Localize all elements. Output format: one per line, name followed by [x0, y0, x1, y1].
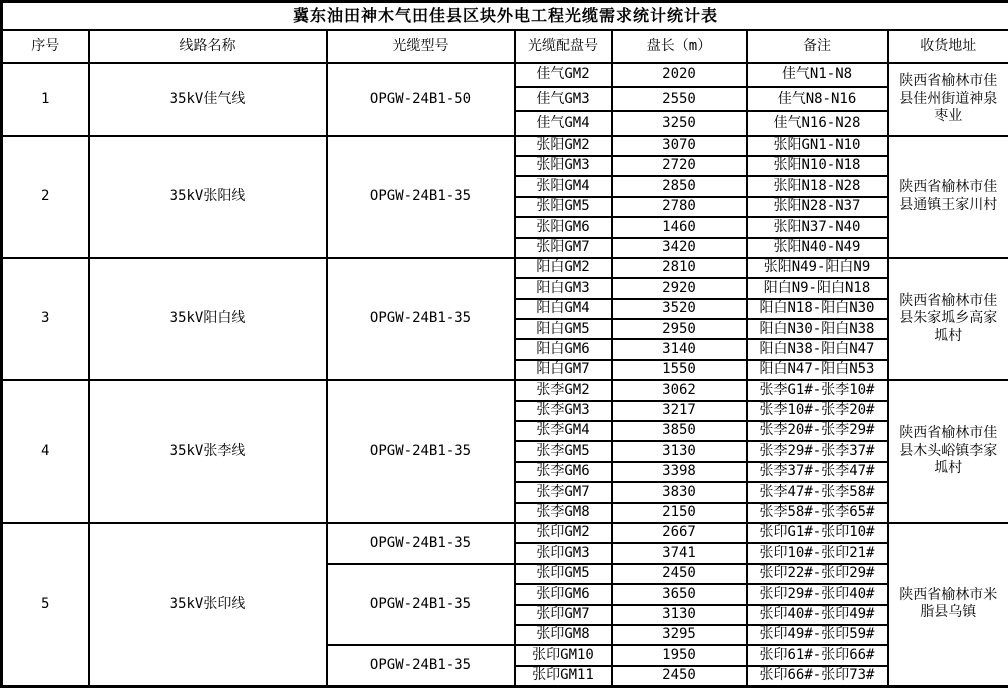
reel-no-cell: 张阳GM7 [515, 238, 612, 258]
seq-cell: 5 [2, 523, 89, 686]
line-name-cell: 35kV阳白线 [89, 258, 327, 380]
reel-no-cell: 张李GM6 [515, 462, 612, 482]
remark-cell: 张李58#-张李65# [747, 503, 888, 523]
table-row [2, 258, 1008, 278]
reel-no-cell: 张李GM4 [515, 421, 612, 441]
address-cell: 陕西省榆林市米脂县乌镇 [888, 523, 1008, 686]
reel-no-cell: 张李GM7 [515, 482, 612, 502]
remark-cell: 张阳N40-N49 [747, 238, 888, 258]
reel-no-cell: 张李GM3 [515, 401, 612, 421]
cable-model-cell: OPGW-24B1-35 [327, 564, 515, 646]
remark-cell: 张阳N28-N37 [747, 197, 888, 217]
reel-length-cell: 2850 [612, 176, 747, 196]
reel-length-cell: 3520 [612, 299, 747, 319]
col-header-address: 收货地址 [888, 30, 1008, 63]
reel-no-cell: 佳气GM3 [515, 87, 612, 111]
cable-model-cell: OPGW-24B1-35 [327, 645, 515, 686]
table-row [2, 523, 1008, 543]
reel-no-cell: 张印GM2 [515, 523, 612, 543]
col-header-remark: 备注 [747, 30, 888, 63]
col-header-reel-no: 光缆配盘号 [515, 30, 612, 63]
remark-cell: 张李47#-张李58# [747, 482, 888, 502]
reel-no-cell: 张阳GM2 [515, 136, 612, 156]
remark-cell: 阳白N47-阳白N53 [747, 360, 888, 380]
address-cell: 陕西省榆林市佳县佳州街道神泉枣业 [888, 63, 1008, 136]
reel-length-cell: 3398 [612, 462, 747, 482]
cable-model-cell: OPGW-24B1-35 [327, 258, 515, 380]
remark-cell: 张印40#-张印49# [747, 605, 888, 625]
col-header-seq: 序号 [2, 30, 89, 63]
reel-no-cell: 张李GM5 [515, 441, 612, 461]
seq-cell: 3 [2, 258, 89, 380]
remark-cell: 张李10#-张李20# [747, 401, 888, 421]
reel-no-cell: 阳白GM2 [515, 258, 612, 278]
reel-no-cell: 佳气GM2 [515, 63, 612, 87]
address-cell: 陕西省榆林市佳县朱家坬乡高家坬村 [888, 258, 1008, 380]
remark-cell: 佳气N16-N28 [747, 111, 888, 135]
table-row [2, 380, 1008, 400]
header-row [2, 30, 1008, 63]
table-title: 冀东油田神木气田佳县区块外电工程光缆需求统计统计表 [2, 2, 1008, 31]
table-row [2, 63, 1008, 87]
reel-no-cell: 张李GM2 [515, 380, 612, 400]
reel-length-cell: 3217 [612, 401, 747, 421]
seq-cell: 2 [2, 136, 89, 258]
remark-cell: 阳白N9-阳白N18 [747, 278, 888, 298]
reel-no-cell: 阳白GM6 [515, 339, 612, 359]
table-body [2, 63, 1008, 686]
remark-cell: 张阳N49-阳白N9 [747, 258, 888, 278]
col-header-cable-model: 光缆型号 [327, 30, 515, 63]
reel-length-cell: 2150 [612, 503, 747, 523]
seq-cell: 1 [2, 63, 89, 136]
reel-length-cell: 2950 [612, 319, 747, 339]
reel-length-cell: 3140 [612, 339, 747, 359]
remark-cell: 张李G1#-张李10# [747, 380, 888, 400]
title-row [2, 2, 1008, 31]
reel-length-cell: 1950 [612, 645, 747, 665]
reel-no-cell: 张印GM5 [515, 564, 612, 584]
reel-no-cell: 阳白GM3 [515, 278, 612, 298]
remark-cell: 阳白N30-阳白N38 [747, 319, 888, 339]
remark-cell: 张李20#-张李29# [747, 421, 888, 441]
address-cell: 陕西省榆林市佳县通镇王家川村 [888, 136, 1008, 258]
remark-cell: 佳气N1-N8 [747, 63, 888, 87]
seq-cell: 4 [2, 380, 89, 523]
reel-no-cell: 张阳GM4 [515, 176, 612, 196]
reel-no-cell: 阳白GM5 [515, 319, 612, 339]
cable-model-cell: OPGW-24B1-35 [327, 380, 515, 523]
reel-no-cell: 张阳GM5 [515, 197, 612, 217]
remark-cell: 张印61#-张印66# [747, 645, 888, 665]
reel-length-cell: 2020 [612, 63, 747, 87]
reel-length-cell: 3295 [612, 625, 747, 645]
remark-cell: 张阳N18-N28 [747, 176, 888, 196]
cable-model-cell: OPGW-24B1-35 [327, 136, 515, 258]
line-name-cell: 35kV张阳线 [89, 136, 327, 258]
reel-no-cell: 佳气GM4 [515, 111, 612, 135]
reel-no-cell: 阳白GM7 [515, 360, 612, 380]
remark-cell: 张印10#-张印21# [747, 543, 888, 563]
reel-no-cell: 阳白GM4 [515, 299, 612, 319]
reel-length-cell: 2720 [612, 156, 747, 176]
reel-no-cell: 张印GM7 [515, 605, 612, 625]
cable-model-cell: OPGW-24B1-50 [327, 63, 515, 136]
reel-length-cell: 2667 [612, 523, 747, 543]
line-name-cell: 35kV张印线 [89, 523, 327, 686]
reel-no-cell: 张阳GM6 [515, 217, 612, 237]
remark-cell: 张阳GN1-N10 [747, 136, 888, 156]
reel-length-cell: 3420 [612, 238, 747, 258]
reel-no-cell: 张印GM3 [515, 543, 612, 563]
reel-no-cell: 张印GM10 [515, 645, 612, 665]
remark-cell: 张印49#-张印59# [747, 625, 888, 645]
remark-cell: 张阳N10-N18 [747, 156, 888, 176]
line-name-cell: 35kV张李线 [89, 380, 327, 523]
remark-cell: 张李37#-张李47# [747, 462, 888, 482]
remark-cell: 阳白N38-阳白N47 [747, 339, 888, 359]
remark-cell: 张印29#-张印40# [747, 584, 888, 604]
remark-cell: 张印22#-张印29# [747, 564, 888, 584]
reel-length-cell: 3130 [612, 441, 747, 461]
reel-no-cell: 张印GM8 [515, 625, 612, 645]
reel-length-cell: 2810 [612, 258, 747, 278]
remark-cell: 张印66#-张印73# [747, 666, 888, 686]
reel-length-cell: 1550 [612, 360, 747, 380]
reel-no-cell: 张阳GM3 [515, 156, 612, 176]
line-name-cell: 35kV佳气线 [89, 63, 327, 136]
reel-no-cell: 张李GM8 [515, 503, 612, 523]
reel-length-cell: 3830 [612, 482, 747, 502]
reel-length-cell: 1460 [612, 217, 747, 237]
reel-no-cell: 张印GM11 [515, 666, 612, 686]
col-header-reel-length: 盘长（m） [612, 30, 747, 63]
remark-cell: 张阳N37-N40 [747, 217, 888, 237]
cable-model-cell: OPGW-24B1-35 [327, 523, 515, 564]
reel-length-cell: 2550 [612, 87, 747, 111]
reel-length-cell: 2780 [612, 197, 747, 217]
reel-length-cell: 2450 [612, 666, 747, 686]
col-header-line-name: 线路名称 [89, 30, 327, 63]
reel-no-cell: 张印GM6 [515, 584, 612, 604]
reel-length-cell: 2450 [612, 564, 747, 584]
reel-length-cell: 3250 [612, 111, 747, 135]
reel-length-cell: 3741 [612, 543, 747, 563]
table-row [2, 136, 1008, 156]
reel-length-cell: 3130 [612, 605, 747, 625]
reel-length-cell: 3070 [612, 136, 747, 156]
reel-length-cell: 3650 [612, 584, 747, 604]
remark-cell: 张李29#-张李37# [747, 441, 888, 461]
remark-cell: 阳白N18-阳白N30 [747, 299, 888, 319]
remark-cell: 张印G1#-张印10# [747, 523, 888, 543]
reel-length-cell: 2920 [612, 278, 747, 298]
reel-length-cell: 3850 [612, 421, 747, 441]
remark-cell: 佳气N8-N16 [747, 87, 888, 111]
address-cell: 陕西省榆林市佳县木头峪镇李家坬村 [888, 380, 1008, 523]
reel-length-cell: 3062 [612, 380, 747, 400]
